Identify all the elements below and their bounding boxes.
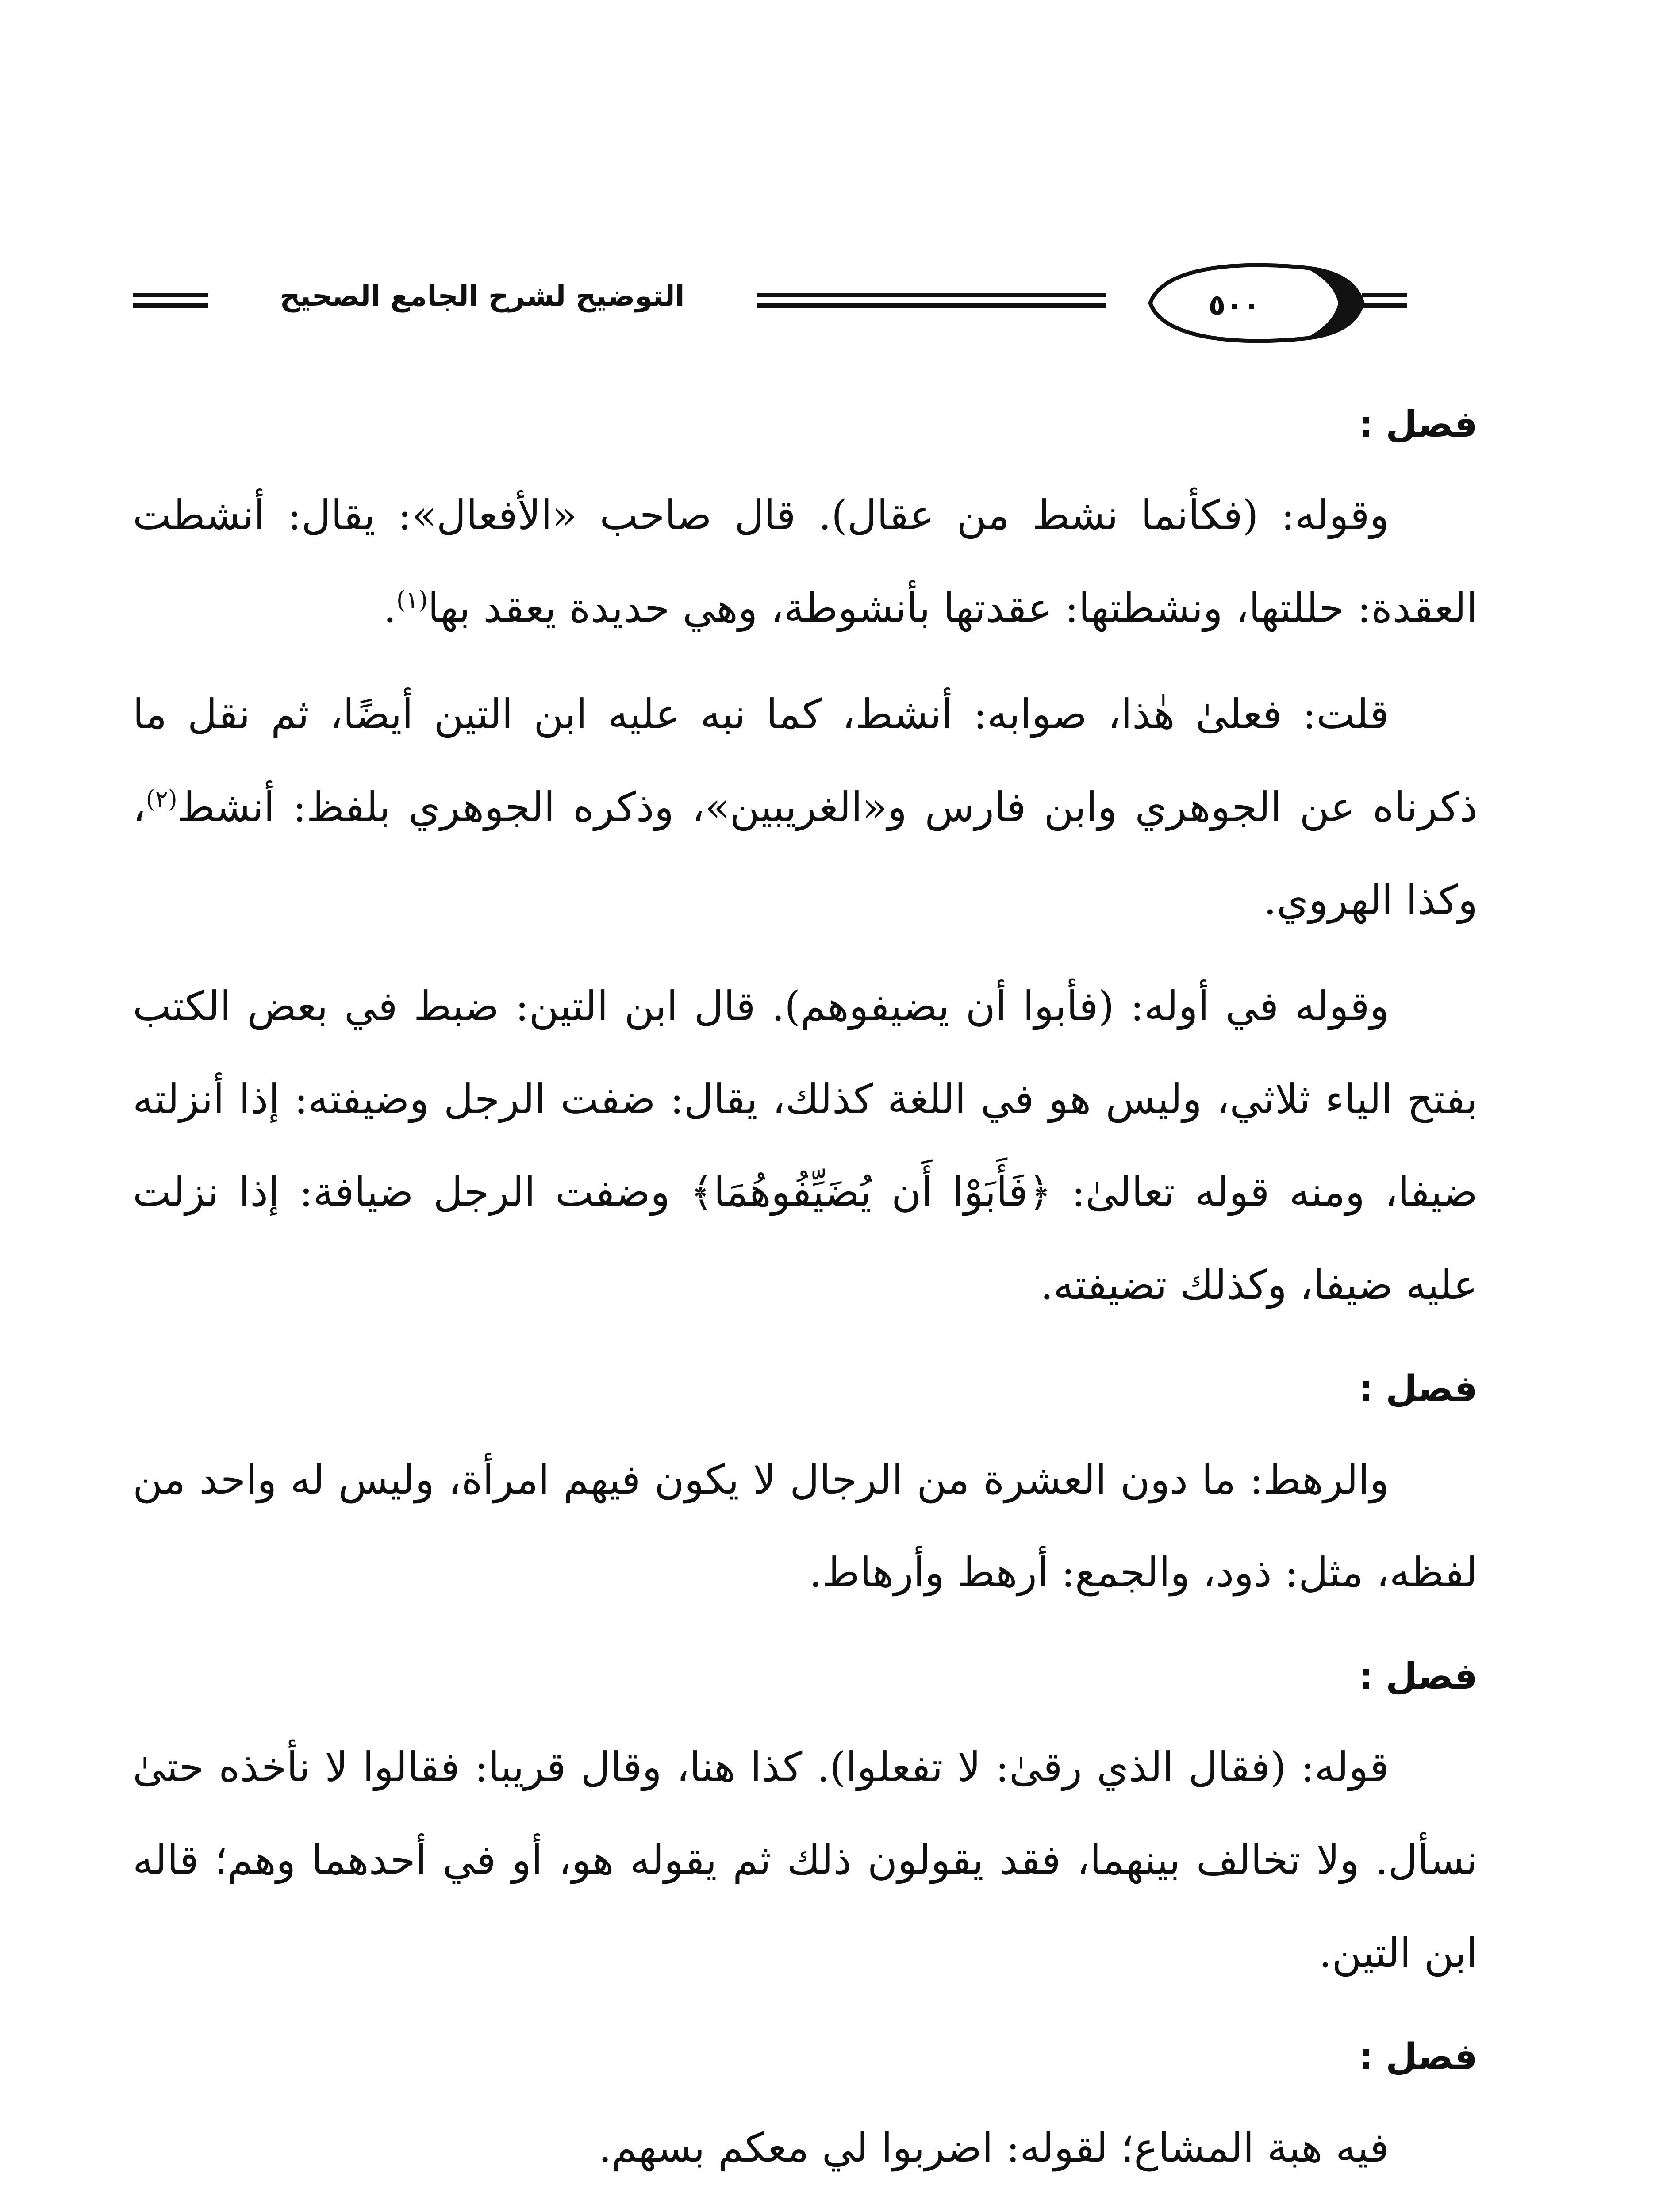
paragraph-text: قلت: فعلىٰ هٰذا، صوابه: أنشط، كما نبه عليه ابن التين أيضًا، ثم نقل ما ذكرناه عن الجوهري وابن فارس و«الغريبين»، وذكره الجوهري بلفظ: أنشط — [133, 691, 1478, 831]
section-heading: فصل : — [1358, 1655, 1478, 1697]
page-number: ٥٠٠ — [1208, 289, 1260, 322]
header-rule-middle-top — [757, 293, 1106, 297]
paragraph-nashat — [133, 469, 1478, 655]
paragraph-text: قوله: (فقال الذي رقىٰ: لا تفعلوا). كذا هنا، وقال قريبا: فقالوا لا نأخذه حتىٰ نسأل. ولا تخالف بينهما، فقد يقولون ذلك ثم يقوله هو، أو في أحدهما وهم؛ قاله ابن التين. — [133, 1743, 1478, 1977]
page-body — [133, 380, 1478, 2208]
paragraph-text: والرهط: ما دون العشرة من الرجال لا يكون فيهم امرأة، وليس له واحد من لفظه، مثل: ذود، والجمع: أرهط وأرهاط. — [133, 1456, 1478, 1596]
paragraph-yudayyifuhum — [133, 960, 1478, 1332]
header-title: التوضيح لشرح الجامع الصحيح — [280, 280, 685, 313]
running-header — [0, 0, 1659, 372]
header-rule-middle-bottom — [757, 303, 1106, 308]
section-heading: فصل : — [1358, 2036, 1478, 2078]
paragraph-text: وقوله في أوله: (فأبوا أن يضيفوهم). قال ابن التين: ضبط في بعض الكتب بفتح الياء ثلاثي، وليس هو في اللغة كذلك، يقال: ضفت الرجل وضيفته: إذا أنزلته ضيفا، ومنه قوله تعالىٰ: ﴿فَأَبَوْا أَن يُضَيِّفُوهُمَا﴾ وضفت الرجل ضيافة: إذا نزلت عليه ضيفا، وكذلك تضيفته. — [133, 983, 1478, 1309]
footnote-ref-2: (٢) — [146, 785, 177, 813]
paragraph-tail: ، وكذا الهروي. — [133, 783, 1478, 924]
paragraph-tail: . — [383, 584, 396, 632]
section-heading: فصل : — [1358, 403, 1478, 445]
paragraph-text: وقوله: (فكأنما نشط من عقال). قال صاحب «الأفعال»: يقال: أنشطت العقدة: حللتها، ونشطتها: عقدتها بأنشوطة، وهي حديدة يعقد بها — [133, 492, 1478, 632]
paragraph-raqa — [133, 1721, 1478, 2000]
paragraph-qult — [133, 668, 1478, 947]
paragraph-hiba — [133, 2101, 1478, 2194]
footnote-ref-1: (١) — [396, 586, 428, 614]
section-heading: فصل : — [1358, 1368, 1478, 1410]
header-rule-left-bottom — [133, 303, 208, 308]
paragraph-text: فيه هبة المشاع؛ لقوله: اضربوا لي معكم بسهم. — [599, 2124, 1389, 2171]
paragraph-rahṭ — [133, 1433, 1478, 1619]
header-rule-left-top — [133, 293, 208, 297]
